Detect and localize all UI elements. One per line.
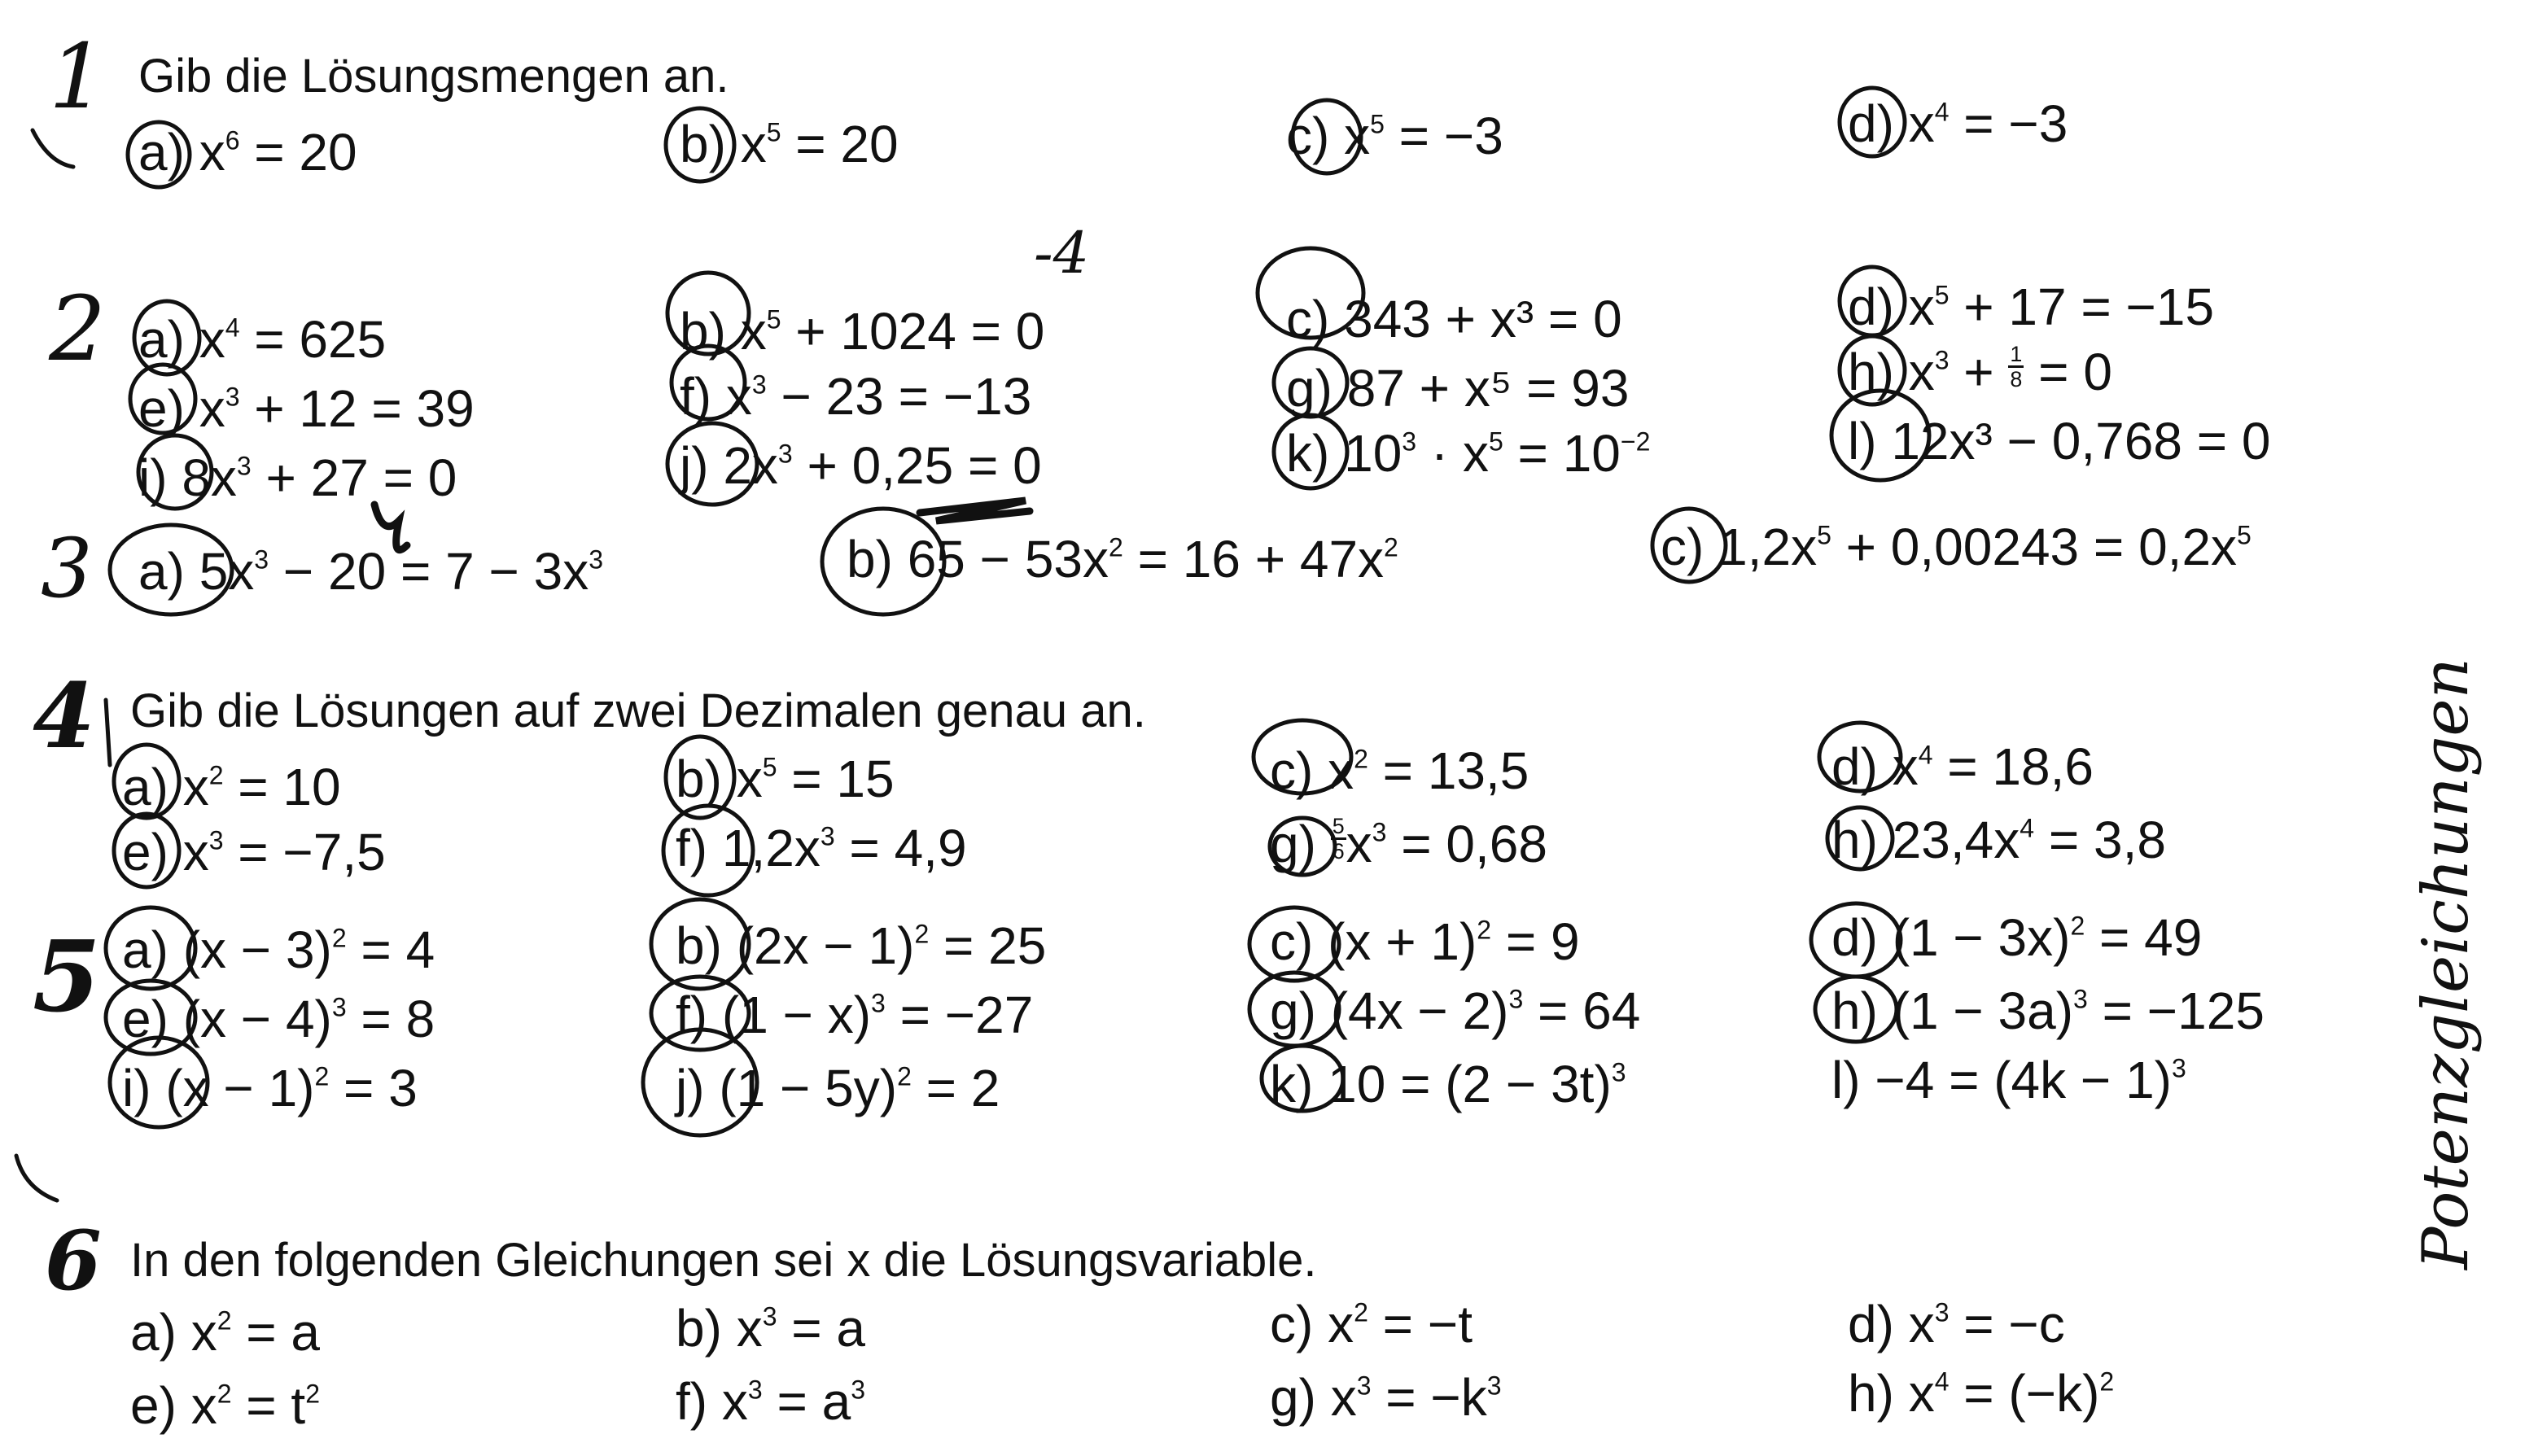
item-label: f) xyxy=(680,367,712,426)
exercise-2l-equation: 12x³ − 0,768 = 0 xyxy=(1891,412,2271,470)
item-label: l) xyxy=(1848,412,1877,470)
item-label: a) xyxy=(138,310,185,369)
item-label: d) xyxy=(1831,737,1878,796)
item-label: b) xyxy=(676,1299,722,1358)
item-label: g) xyxy=(1270,982,1316,1040)
item-label: b) xyxy=(680,302,726,361)
item-label: e) xyxy=(122,990,168,1048)
exercise-1d: d) $x^4 = -3$ xyxy=(1848,94,2068,153)
exercise-6g: g) $x^3 = -k^3$ xyxy=(1270,1368,1502,1427)
exercise-3c: c) $1,2x^5 + 0,00243 = 0,2x^5$ xyxy=(1661,518,2251,576)
exercise-4b: b) $x^5 = 15$ xyxy=(676,750,895,808)
handwritten-number-3: 3 xyxy=(41,521,93,616)
item-label: a) xyxy=(138,542,185,601)
exercise-5g: g) $(4x - 2)^3 = 64$ xyxy=(1270,982,1641,1040)
exercise-5i: i) $(x - 1)^2 = 3$ xyxy=(122,1059,418,1117)
exercise-5a: a) $(x - 3)^2 = 4$ xyxy=(122,920,435,979)
item-label: g) xyxy=(1286,359,1333,418)
handwritten-side-note: Potenzgleichungen xyxy=(2409,658,2483,1270)
item-label: d) xyxy=(1848,1295,1894,1353)
item-label: h) xyxy=(1848,343,1894,401)
exercise-5f: f) $(1 - x)^3 = -27$ xyxy=(676,986,1034,1044)
exercise-6h: h) $x^4 = (-k)^2$ xyxy=(1848,1364,2115,1423)
exercise-2g-equation: 87 + x⁵ = 93 xyxy=(1346,359,1630,418)
exercise-2g xyxy=(1286,358,1629,418)
exercise-2e: e) $x^3 + 12 = 39$ xyxy=(138,379,475,438)
item-label: c) xyxy=(1286,107,1330,165)
exercise-5h: h) $(1 - 3a)^3 = -125$ xyxy=(1831,982,2265,1040)
exercise-4f: f) $1,2x^3 = 4,9$ xyxy=(676,819,967,877)
item-label: b) xyxy=(676,750,722,808)
item-label: k) xyxy=(1286,424,1330,483)
exercise-6e: e) $x^2 = t^2$ xyxy=(130,1376,320,1435)
item-label: f) xyxy=(676,819,708,877)
item-label: a) xyxy=(122,758,168,816)
exercise-4d: d) $x^4 = 18,6$ xyxy=(1831,737,2094,796)
item-label: e) xyxy=(122,823,168,881)
exercise-4g: g) $\frac{5}{6}$ $x^3 = 0,68$ xyxy=(1270,813,1547,873)
exercise-3b: b) $65 - 53x^2 = 16 + 47x^2$ xyxy=(847,530,1398,588)
item-label: d) xyxy=(1848,278,1894,336)
item-label: a) xyxy=(138,123,185,181)
exercise-5b: b) $(2x - 1)^2 = 25$ xyxy=(676,916,1047,975)
item-label: a) xyxy=(130,1303,177,1362)
handwritten-number-4: 4 xyxy=(33,663,95,768)
exercise-2k: k) $10^3 \cdot x^5 = 10^{-2}$ xyxy=(1286,424,1651,483)
exercise-5d: d) $(1 - 3x)^2 = 49$ xyxy=(1831,908,2203,967)
exercise-5l: $l) -4 = (4k - 1)^3$ xyxy=(1831,1051,2186,1109)
item-label: b) xyxy=(847,530,893,588)
exercise-4h: h) $23,4x^4 = 3,8$ xyxy=(1831,811,2166,869)
item-label: i) xyxy=(122,1059,151,1117)
item-label: d) xyxy=(1848,94,1894,153)
item-label: i) xyxy=(138,448,168,507)
exercise-2d: d) $x^5 + 17 = -15$ xyxy=(1848,278,2215,336)
scribble-mark xyxy=(920,501,1030,521)
exercise-4a: a) $x^2 = 10$ xyxy=(122,758,341,816)
exercise-1c: c) $x^5 = -3$ xyxy=(1286,107,1503,165)
item-label: b) xyxy=(680,115,726,173)
exercise-6d: d) $x^3 = -c$ xyxy=(1848,1295,2065,1353)
item-label: c) xyxy=(1286,290,1330,348)
item-label: j) xyxy=(676,1059,705,1117)
section-1-heading: Gib die Lösungsmengen an. xyxy=(138,50,729,103)
exercise-5e: e) $(x - 4)^3 = 8$ xyxy=(122,990,435,1048)
item-label: c) xyxy=(1270,741,1314,800)
exercise-6c: c) $x^2 = -t$ xyxy=(1270,1295,1473,1353)
handwritten-number-2: 2 xyxy=(49,277,106,381)
tick-mark xyxy=(16,1156,57,1200)
item-label: a) xyxy=(122,920,168,979)
item-label: b) xyxy=(676,916,722,975)
item-label: k) xyxy=(1270,1055,1314,1113)
item-label: c) xyxy=(1270,1295,1314,1353)
fraction-one-eighth: $\frac{1}{8}$ xyxy=(2010,341,2023,391)
item-label: c) xyxy=(1661,518,1704,576)
exercise-2b: b) $x^5 + 1024 = 0$ xyxy=(680,302,1045,361)
exercise-2c-equation: 343 + x³ = 0 xyxy=(1344,290,1622,348)
exercise-6f: f) $x^3 = a^3$ xyxy=(676,1372,865,1431)
exercise-5c: c) $(x + 1)^2 = 9$ xyxy=(1270,912,1580,971)
section-6-heading: In den folgenden Gleichungen sei x die Lösungsvariable. xyxy=(130,1234,1317,1287)
item-label: e) xyxy=(130,1376,177,1435)
exercise-2c xyxy=(1286,289,1622,349)
tick-mark xyxy=(106,700,110,765)
handwritten-number-1: 1 xyxy=(49,24,106,129)
exercise-2h: h) $x^3$ + $\frac{1}{8}$ = 0 xyxy=(1848,341,2112,401)
tick-mark xyxy=(33,130,73,167)
item-label: g) xyxy=(1270,815,1316,873)
exercise-2l xyxy=(1848,411,2270,471)
exercise-5k: k) $10 = (2 - 3t)^3$ xyxy=(1270,1055,1626,1113)
handwritten-number-5: 5 xyxy=(33,920,101,1034)
exercise-3a: a) $5x^3 - 20 = 7 - 3x^3$ xyxy=(138,542,604,601)
exercise-6a: a) $x^2 = a$ xyxy=(130,1303,321,1362)
item-label: j) xyxy=(680,436,709,495)
exercise-1b: b) $x^5 = 20$ xyxy=(680,115,899,173)
exercise-1a: a) $x^6 = 20$ xyxy=(138,123,357,181)
handwritten-number-6: 6 xyxy=(45,1213,102,1309)
fraction-five-sixths: $\frac{5}{6}$ xyxy=(1332,813,1345,864)
exercise-6b: b) $x^3 = a$ xyxy=(676,1299,866,1358)
item-label: e) xyxy=(138,379,185,438)
item-label: f) xyxy=(676,986,708,1044)
exercise-2f: f) $x^3 - 23 = -13$ xyxy=(680,367,1032,426)
handwritten-scribble: -4 xyxy=(1034,220,1090,286)
item-label: h) xyxy=(1831,811,1878,869)
exercise-2i: i) $8x^3 + 27 = 0$ xyxy=(138,448,457,507)
item-label: d) xyxy=(1831,908,1878,967)
exercise-2a: a) $x^4 = 625$ xyxy=(138,310,387,369)
section-4-heading: Gib die Lösungen auf zwei Dezimalen genau an. xyxy=(130,684,1146,737)
exercise-5j: j) $(1 - 5y)^2 = 2$ xyxy=(676,1059,1000,1117)
item-label: g) xyxy=(1270,1368,1316,1427)
exercise-2j: j) $2x^3 + 0,25 = 0$ xyxy=(680,436,1042,495)
exercise-4e: e) $x^3 = -7,5$ xyxy=(122,823,386,881)
item-label: c) xyxy=(1270,912,1314,971)
item-label: f) xyxy=(676,1372,708,1431)
exercise-4c: c) $x^2 = 13,5$ xyxy=(1270,741,1529,800)
item-label: h) xyxy=(1831,982,1878,1040)
item-label: l) xyxy=(1831,1051,1861,1109)
item-label: h) xyxy=(1848,1364,1894,1423)
